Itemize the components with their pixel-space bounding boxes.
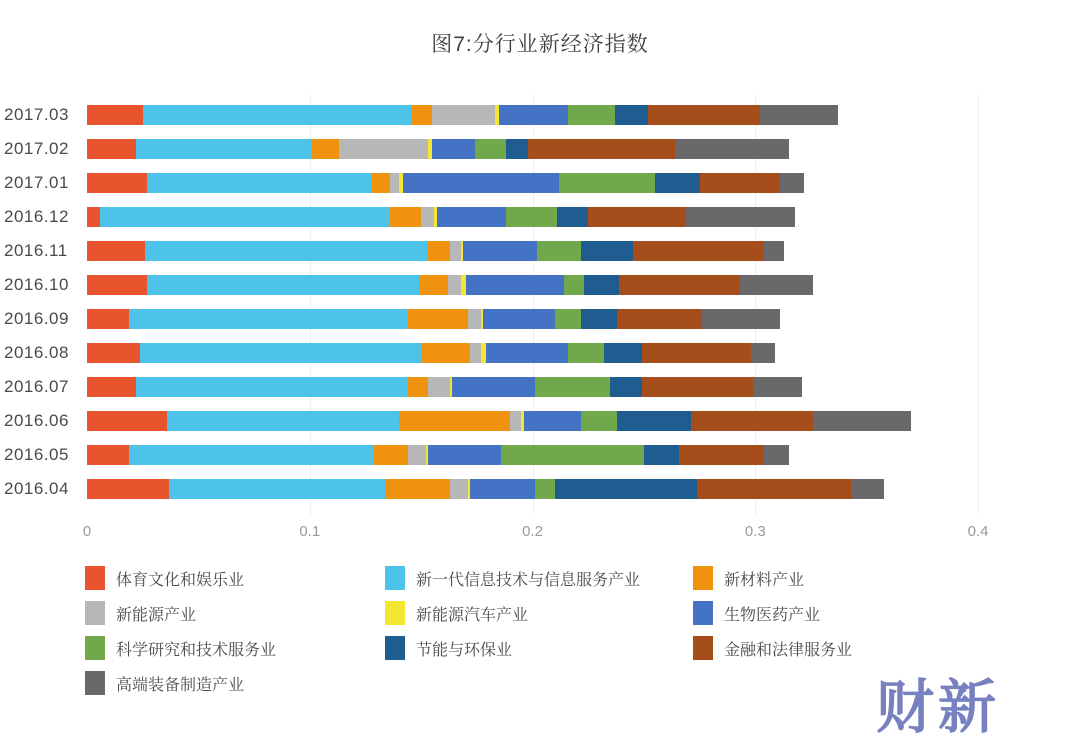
bar-segment <box>524 411 582 431</box>
bar-segment <box>686 207 795 227</box>
bar-segment <box>537 241 582 261</box>
bar-segment <box>633 241 764 261</box>
bar-segment <box>385 479 450 499</box>
bar-segment <box>143 105 413 125</box>
x-axis-tick-label: 0 <box>82 523 92 540</box>
bar-segment <box>448 275 461 295</box>
bar-segment <box>655 173 700 193</box>
bar-segment <box>642 377 753 397</box>
x-axis-tick-label: 0.2 <box>522 523 543 540</box>
legend-item <box>85 636 385 660</box>
bar-segment <box>753 377 802 397</box>
bar-segment <box>129 309 407 329</box>
bar-segment <box>568 105 615 125</box>
bar-segment <box>399 411 510 431</box>
bar-segment <box>87 309 129 329</box>
x-axis-tick-label: 0.1 <box>299 523 321 540</box>
legend-item <box>385 601 693 625</box>
bar-segment <box>87 139 136 159</box>
bar-segment <box>555 479 698 499</box>
legend-label: 新一代信息技术与信息服务产业 <box>416 571 641 589</box>
bar-segment <box>312 139 339 159</box>
bar-segment <box>100 207 390 227</box>
y-axis-label: 2016.05 <box>4 445 69 464</box>
bar-segment <box>568 343 604 363</box>
bar-segment <box>501 445 644 465</box>
legend-item <box>385 636 693 660</box>
x-axis-tick-label: 0.4 <box>967 523 989 540</box>
legend-swatch <box>85 566 105 590</box>
bar-segment <box>452 377 534 397</box>
legend-swatch <box>385 636 405 660</box>
bar-segment <box>700 173 780 193</box>
bar-segment <box>581 411 617 431</box>
bar-segment <box>147 275 419 295</box>
legend-item <box>85 601 385 625</box>
bar-segment <box>499 105 568 125</box>
y-axis-label: 2017.02 <box>4 139 69 158</box>
bar-segment <box>466 275 564 295</box>
bar-segment <box>374 445 407 465</box>
bar-segment <box>615 105 648 125</box>
legend-swatch <box>693 601 713 625</box>
bar-segment <box>408 377 428 397</box>
legend-item <box>693 601 1023 625</box>
bar-segment <box>535 479 555 499</box>
stacked-bar <box>87 139 789 159</box>
y-axis-label: 2016.12 <box>4 207 69 226</box>
stacked-bar <box>87 173 804 193</box>
bar-segment <box>136 139 312 159</box>
bar-segment <box>610 377 641 397</box>
y-axis-label: 2016.11 <box>4 241 68 260</box>
bar-segment <box>642 343 751 363</box>
bar-segment <box>675 139 789 159</box>
y-axis-label: 2016.07 <box>4 377 69 396</box>
bar-segment <box>432 105 494 125</box>
bar-segment <box>136 377 408 397</box>
bar-segment <box>408 445 426 465</box>
legend-swatch <box>385 566 405 590</box>
bar-segment <box>740 275 814 295</box>
bar-segment <box>403 173 559 193</box>
bar-segment <box>87 411 167 431</box>
legend-item <box>85 671 385 695</box>
bar-segment <box>428 445 502 465</box>
legend-label: 科学研究和技术服务业 <box>116 641 277 659</box>
bar-segment <box>764 445 789 465</box>
bar-segment <box>140 343 421 363</box>
bar-segment <box>528 139 675 159</box>
bar-segment <box>412 105 432 125</box>
bar-segment <box>679 445 764 465</box>
legend-item <box>85 566 385 590</box>
legend-swatch <box>85 601 105 625</box>
stacked-bar <box>87 207 795 227</box>
legend-swatch <box>85 671 105 695</box>
legend-swatch <box>385 601 405 625</box>
bar-segment <box>87 343 140 363</box>
bar-segment <box>450 479 468 499</box>
bar-segment <box>483 309 554 329</box>
bar-segment <box>421 207 434 227</box>
bar-segment <box>486 343 568 363</box>
bar-segment <box>468 309 481 329</box>
bar-segment <box>372 173 390 193</box>
bar-segment <box>506 139 528 159</box>
bar-segment <box>87 241 145 261</box>
bar-segment <box>147 173 372 193</box>
bar-segment <box>169 479 385 499</box>
bar-segment <box>648 105 759 125</box>
bar-segment <box>129 445 374 465</box>
bar-segment <box>510 411 521 431</box>
bar-segment <box>619 275 739 295</box>
bar-segment <box>644 445 680 465</box>
gridline <box>978 95 979 515</box>
bar-segment <box>390 173 399 193</box>
bar-segment <box>588 207 686 227</box>
bar-segment <box>751 343 776 363</box>
stacked-bar <box>87 105 838 125</box>
y-axis-label: 2017.03 <box>4 105 69 124</box>
bar-segment <box>390 207 421 227</box>
legend-label: 高端装备制造产业 <box>116 676 245 694</box>
legend-item <box>693 566 1023 590</box>
legend-item <box>693 636 1023 660</box>
bar-segment <box>564 275 584 295</box>
bar-segment <box>437 207 506 227</box>
bar-segment <box>87 105 143 125</box>
bar-segment <box>617 411 691 431</box>
bar-segment <box>559 173 655 193</box>
bar-segment <box>145 241 428 261</box>
bar-segment <box>697 479 851 499</box>
legend-item <box>385 566 693 590</box>
legend-label: 节能与环保业 <box>416 641 513 659</box>
bar-segment <box>419 275 448 295</box>
bar-segment <box>584 275 620 295</box>
caixin-watermark: 财新 <box>876 675 1001 740</box>
bar-segment <box>813 411 911 431</box>
legend-label: 新能源产业 <box>116 606 197 624</box>
legend-label: 金融和法律服务业 <box>724 641 853 659</box>
bar-segment <box>604 343 642 363</box>
bar-segment <box>339 139 428 159</box>
bar-segment <box>432 139 474 159</box>
bar-segment <box>428 241 450 261</box>
bar-segment <box>557 207 588 227</box>
bar-segment <box>408 309 468 329</box>
stacked-bar <box>87 241 784 261</box>
stacked-bar <box>87 377 802 397</box>
y-axis-label: 2016.04 <box>4 479 69 498</box>
bar-segment <box>87 479 169 499</box>
y-axis-label: 2016.10 <box>4 275 69 294</box>
bar-segment <box>470 343 481 363</box>
bar-segment <box>463 241 537 261</box>
legend-label: 新能源汽车产业 <box>416 606 529 624</box>
bar-segment <box>450 241 461 261</box>
bar-segment <box>87 377 136 397</box>
stacked-bar <box>87 411 911 431</box>
bar-segment <box>760 105 838 125</box>
bar-segment <box>428 377 450 397</box>
y-axis-label: 2016.09 <box>4 309 69 328</box>
legend-swatch <box>85 636 105 660</box>
legend-label: 生物医药产业 <box>724 606 821 624</box>
y-axis-label: 2017.01 <box>4 173 69 192</box>
bar-segment <box>87 207 100 227</box>
legend-label: 体育文化和娱乐业 <box>116 571 245 589</box>
bar-segment <box>87 275 147 295</box>
stacked-bar <box>87 445 789 465</box>
bar-segment <box>167 411 399 431</box>
bar-segment <box>702 309 780 329</box>
bar-segment <box>581 309 617 329</box>
legend-swatch <box>693 636 713 660</box>
bar-segment <box>535 377 611 397</box>
bar-segment <box>470 479 535 499</box>
bar-segment <box>581 241 632 261</box>
bar-segment <box>475 139 506 159</box>
legend-label: 新材料产业 <box>724 571 805 589</box>
stacked-bar <box>87 309 780 329</box>
bar-segment <box>87 173 147 193</box>
y-axis-label: 2016.08 <box>4 343 69 362</box>
bar-segment <box>506 207 557 227</box>
bar-segment <box>691 411 814 431</box>
stacked-bar <box>87 343 775 363</box>
bar-segment <box>851 479 884 499</box>
bar-segment <box>780 173 805 193</box>
bar-segment <box>617 309 702 329</box>
legend-swatch <box>693 566 713 590</box>
bar-segment <box>87 445 129 465</box>
bar-segment <box>764 241 784 261</box>
stacked-bar <box>87 275 813 295</box>
stacked-bar <box>87 479 884 499</box>
chart-title: 图7:分行业新经济指数 <box>431 33 649 56</box>
x-axis-tick-label: 0.3 <box>744 523 766 540</box>
bar-segment <box>555 309 582 329</box>
bar-segment <box>421 343 470 363</box>
y-axis-label: 2016.06 <box>4 411 69 430</box>
